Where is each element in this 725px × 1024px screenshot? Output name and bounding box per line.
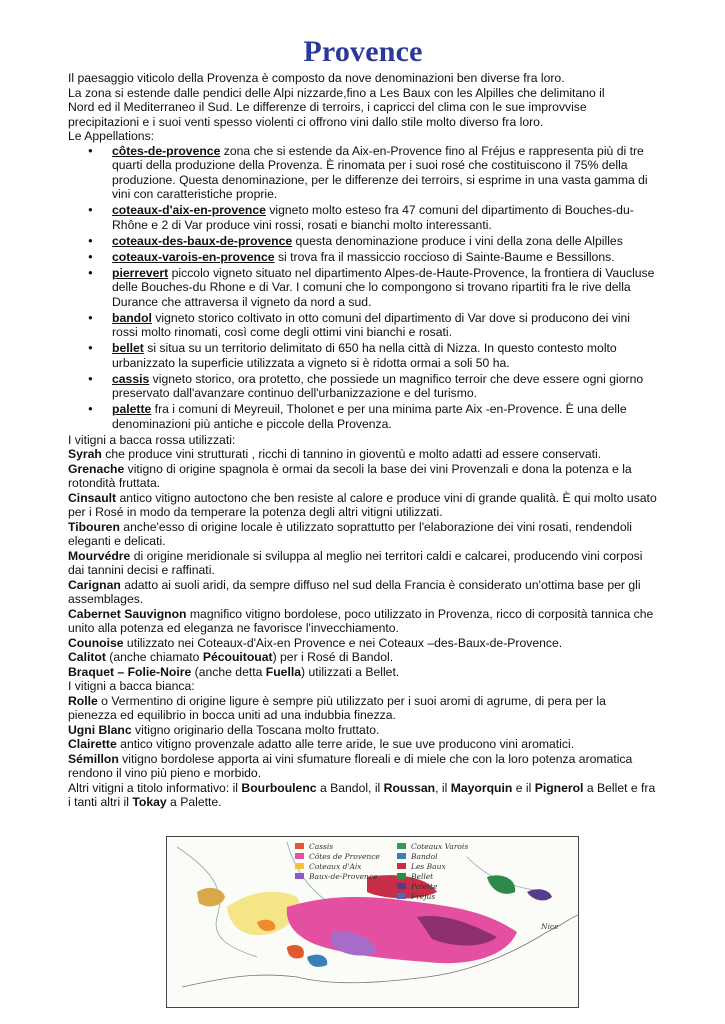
intro-line: La zona si estende dalle pendici delle Alpi nizzarde,fino a Les Baux con les Alpilles che delimitano il — [68, 85, 605, 100]
grape-text: di origine meridionale si sviluppa al meglio nei territori caldi e calcarei, producendo vini corposi dai tannini decisi e raffinati. — [68, 548, 643, 577]
grape-text: utilizzato nei Coteaux-d'Aix-en Provence e nei Coteaux –des-Baux-de-Provence. — [123, 635, 563, 650]
appellation-name: coteaux-des-baux-de-provence — [112, 233, 293, 248]
list-item — [112, 372, 658, 401]
grape-paragraph — [68, 520, 658, 549]
legend-label: Bandol — [411, 852, 438, 861]
grape-name: Ugni Blanc — [68, 722, 132, 737]
provence-wine-map — [166, 836, 579, 1008]
grape-name: Bourboulenc — [241, 780, 317, 795]
intro-line: Nord ed il Mediterraneo il Sud. Le differenze di terroirs, i capricci del clima con le sue improvvise — [68, 100, 587, 114]
grape-name: Cinsault — [68, 490, 117, 505]
appellation-text: vigneto storico, ora protetto, che possiede un magnifico terroir che deve essere ogni giorno preservato dall'avanzare continuo dell'urbanizzazione e del turismo. — [112, 371, 644, 400]
appellation-name: cassis — [112, 371, 150, 386]
intro-paragraph — [68, 71, 658, 144]
red-grapes-heading: I vitigni a bacca rossa utilizzati: — [68, 432, 236, 447]
grape-text: vitigno originario della Toscana molto fruttato. — [131, 722, 380, 737]
list-item — [112, 341, 658, 370]
grape-text: antico vitigno provenzale adatto alle terre aride, le sue uve producono vini aromatici. — [116, 737, 575, 751]
grape-paragraph — [68, 578, 658, 607]
appellation-name: côtes-de-provence — [112, 143, 221, 158]
appellation-name: coteaux-varois-en-provence — [112, 249, 275, 264]
grape-paragraph — [68, 737, 658, 752]
grape-name: Tokay — [132, 795, 167, 809]
grape-name: Pignerol — [534, 780, 584, 795]
grape-text: (anche chiamato — [105, 650, 203, 664]
page-title: Provence — [303, 35, 423, 68]
grape-name: Mayorquin — [450, 780, 513, 795]
list-item — [112, 402, 658, 431]
list-item — [112, 266, 658, 310]
grape-text: antico vitigno autoctono che ben resiste al calore e produce vini di grande qualità. È qui molto usato per i Rosé in modo da temperare la potenza degli altri vitigni utilizzati. — [68, 490, 657, 519]
text: e il — [512, 780, 535, 795]
grape-paragraph — [68, 752, 658, 781]
grape-name: Counoise — [68, 635, 124, 650]
legend-label: Fréjus — [411, 892, 436, 901]
list-item — [112, 144, 658, 202]
other-grapes-paragraph — [68, 781, 658, 810]
appellation-text: zona che si estende da Aix-en-Provence fino al Fréjus e rappresenta più di tre quarti della produzione della Provenza. È rinomata per i suoi rosé che costituiscono il 75% della produzione. Questa denominazione, per le differenze dei terroirs, si esprime in una vasta gamma di vini con caratteristiche proprie. — [112, 143, 648, 201]
appellations-list — [68, 144, 658, 432]
white-grapes-heading: I vitigni a bacca bianca: — [68, 679, 195, 693]
appellation-name: palette — [112, 402, 152, 416]
grape-name: Cabernet Sauvignon — [68, 606, 187, 621]
grape-paragraph — [68, 491, 658, 520]
grape-name: Syrah — [68, 447, 102, 461]
appellation-name: bandol — [112, 310, 152, 325]
appellations-heading: Le Appellations: — [68, 129, 155, 143]
grape-name: Tibouren — [68, 519, 120, 534]
appellation-text: vigneto storico coltivato in otto comuni del dipartimento di Var dove si producono dei vini rossi molto rinomati, così come degli ottimi vini bianchi e rosati. — [112, 310, 631, 339]
grape-name: Braquet – Folie-Noire — [68, 664, 192, 679]
grape-text: ) utilizzati a Bellet. — [301, 664, 400, 679]
appellation-text: vigneto molto esteso fra 47 comuni del dipartimento di Bouches-du-Rhône e 2 di Var produce vini rossi, rosati e bianchi molto interessanti. — [112, 203, 634, 232]
list-item — [112, 250, 658, 265]
grape-text: magnifico vitigno bordolese, poco utilizzato in Provenza, ricco di corposità tannica che unito alla potenza ed eleganza ne favorisce l'invecchiamento. — [68, 606, 654, 635]
appellation-text: fra i comuni di Meyreuil, Tholonet e per una minima parte Aix -en-Provence. È una delle denominazioni più antiche e piccole della Provenza. — [112, 402, 627, 431]
document-page — [68, 36, 658, 810]
grape-name: Sémillon — [68, 751, 119, 766]
appellation-name: coteaux-d'aix-en-provence — [112, 203, 266, 217]
legend-label: Bellet — [411, 872, 434, 881]
appellation-text: piccolo vigneto situato nel dipartimento Alpes-de-Haute-Provence, la frontiera di Vaucluse delle Bouches-du Rhone e di Var. I comuni che lo compongono si trovano ripartiti fra le rive della Durance che attraversa il vigneto da nord a sud. — [112, 265, 655, 309]
grape-paragraph — [68, 607, 658, 636]
list-item — [112, 311, 658, 340]
legend-label: Cassis — [309, 842, 334, 851]
appellation-text: si trova fra il massiccio roccioso di Sainte-Baume e Bessillons. — [274, 249, 615, 264]
grape-text: che produce vini strutturati , ricchi di tannino in gioventù e molto adatti ad essere conservati. — [101, 447, 602, 461]
grape-name: Calitot — [68, 650, 106, 664]
legend-label: Coteaux d'Aix — [309, 862, 362, 871]
grape-name: Clairette — [68, 737, 117, 751]
map-city-label: Nice — [541, 922, 559, 931]
text: a Palette. — [166, 795, 222, 809]
grape-paragraph — [68, 549, 658, 578]
grape-name: Grenache — [68, 461, 125, 476]
intro-line: Il paesaggio viticolo della Provenza è composto da nove denominazioni ben diverse fra loro. — [68, 71, 565, 85]
grape-name: Rolle — [68, 693, 98, 708]
grape-text: (anche detta — [191, 664, 266, 679]
grape-paragraph — [68, 462, 658, 491]
grape-paragraph — [68, 723, 658, 738]
legend-label: Les Baux — [411, 862, 446, 871]
text: , il — [435, 780, 451, 795]
grape-name: Roussan — [383, 780, 436, 795]
grape-name: Mourvédre — [68, 548, 131, 563]
grape-paragraph — [68, 447, 658, 462]
text: Altri vitigni a titolo informativo: il — [68, 780, 242, 795]
text: a Bandol, il — [316, 780, 384, 795]
grape-paragraph — [68, 636, 658, 651]
text: a Bellet e fra i tanti altri il — [68, 780, 656, 809]
map-illustration — [167, 837, 578, 1007]
appellation-name: bellet — [112, 341, 144, 355]
grape-text: adatto ai suoli aridi, da sempre diffuso nel sud della Francia è considerato un'ottima base per gli assemblages. — [68, 577, 641, 606]
grape-text: ) per i Rosé di Bandol. — [272, 650, 394, 664]
legend-label: Coteaux Varois — [411, 842, 469, 851]
legend-label: Côtes de Provence — [309, 852, 380, 861]
grape-text: vitigno di origine spagnola è ormai da secoli la base dei vini Provenzali e dona la potenza e la rotondità fruttata. — [68, 461, 632, 490]
appellation-text: si situa su un territorio delimitato di 650 ha nella città di Nizza. In questo contesto molto urbanizzato la superficie utilizzata a vigneto si è ridotta ormai a soli 50 ha. — [112, 341, 617, 370]
list-item — [112, 203, 658, 232]
grape-alias: Pécouitouat — [202, 650, 273, 664]
grape-paragraph — [68, 650, 658, 665]
grape-paragraph — [68, 665, 658, 680]
legend-label: Palette — [411, 882, 438, 891]
grape-text: vitigno bordolese apporta ai vini sfumature floreali e di miele che con la loro potenza aromatica rendono il vino più pieno e morbido. — [68, 751, 633, 780]
grape-text: o Vermentino di origine ligure è sempre più utilizzato per i suoi aromi di agrume, di pera per la pienezza ed equilibrio in bocca uniti ad una indubbia finezza. — [68, 693, 606, 722]
legend-label: Baux-de-Provence — [309, 872, 378, 881]
list-item — [112, 234, 658, 249]
grape-text: anche'esso di origine locale è utilizzato soprattutto per l'elaborazione dei vini rosati, rendendoli eleganti e delicati. — [68, 519, 633, 548]
grape-paragraph — [68, 694, 658, 723]
appellation-text: questa denominazione produce i vini della zona delle Alpilles — [292, 233, 623, 248]
grape-name: Carignan — [68, 577, 121, 592]
intro-line: precipitazioni e i suoi venti spesso violenti ci offrono vini dallo stile molto diverso fra loro. — [68, 114, 544, 129]
appellation-name: pierrevert — [112, 265, 169, 280]
grape-alias: Fuella — [265, 664, 301, 679]
